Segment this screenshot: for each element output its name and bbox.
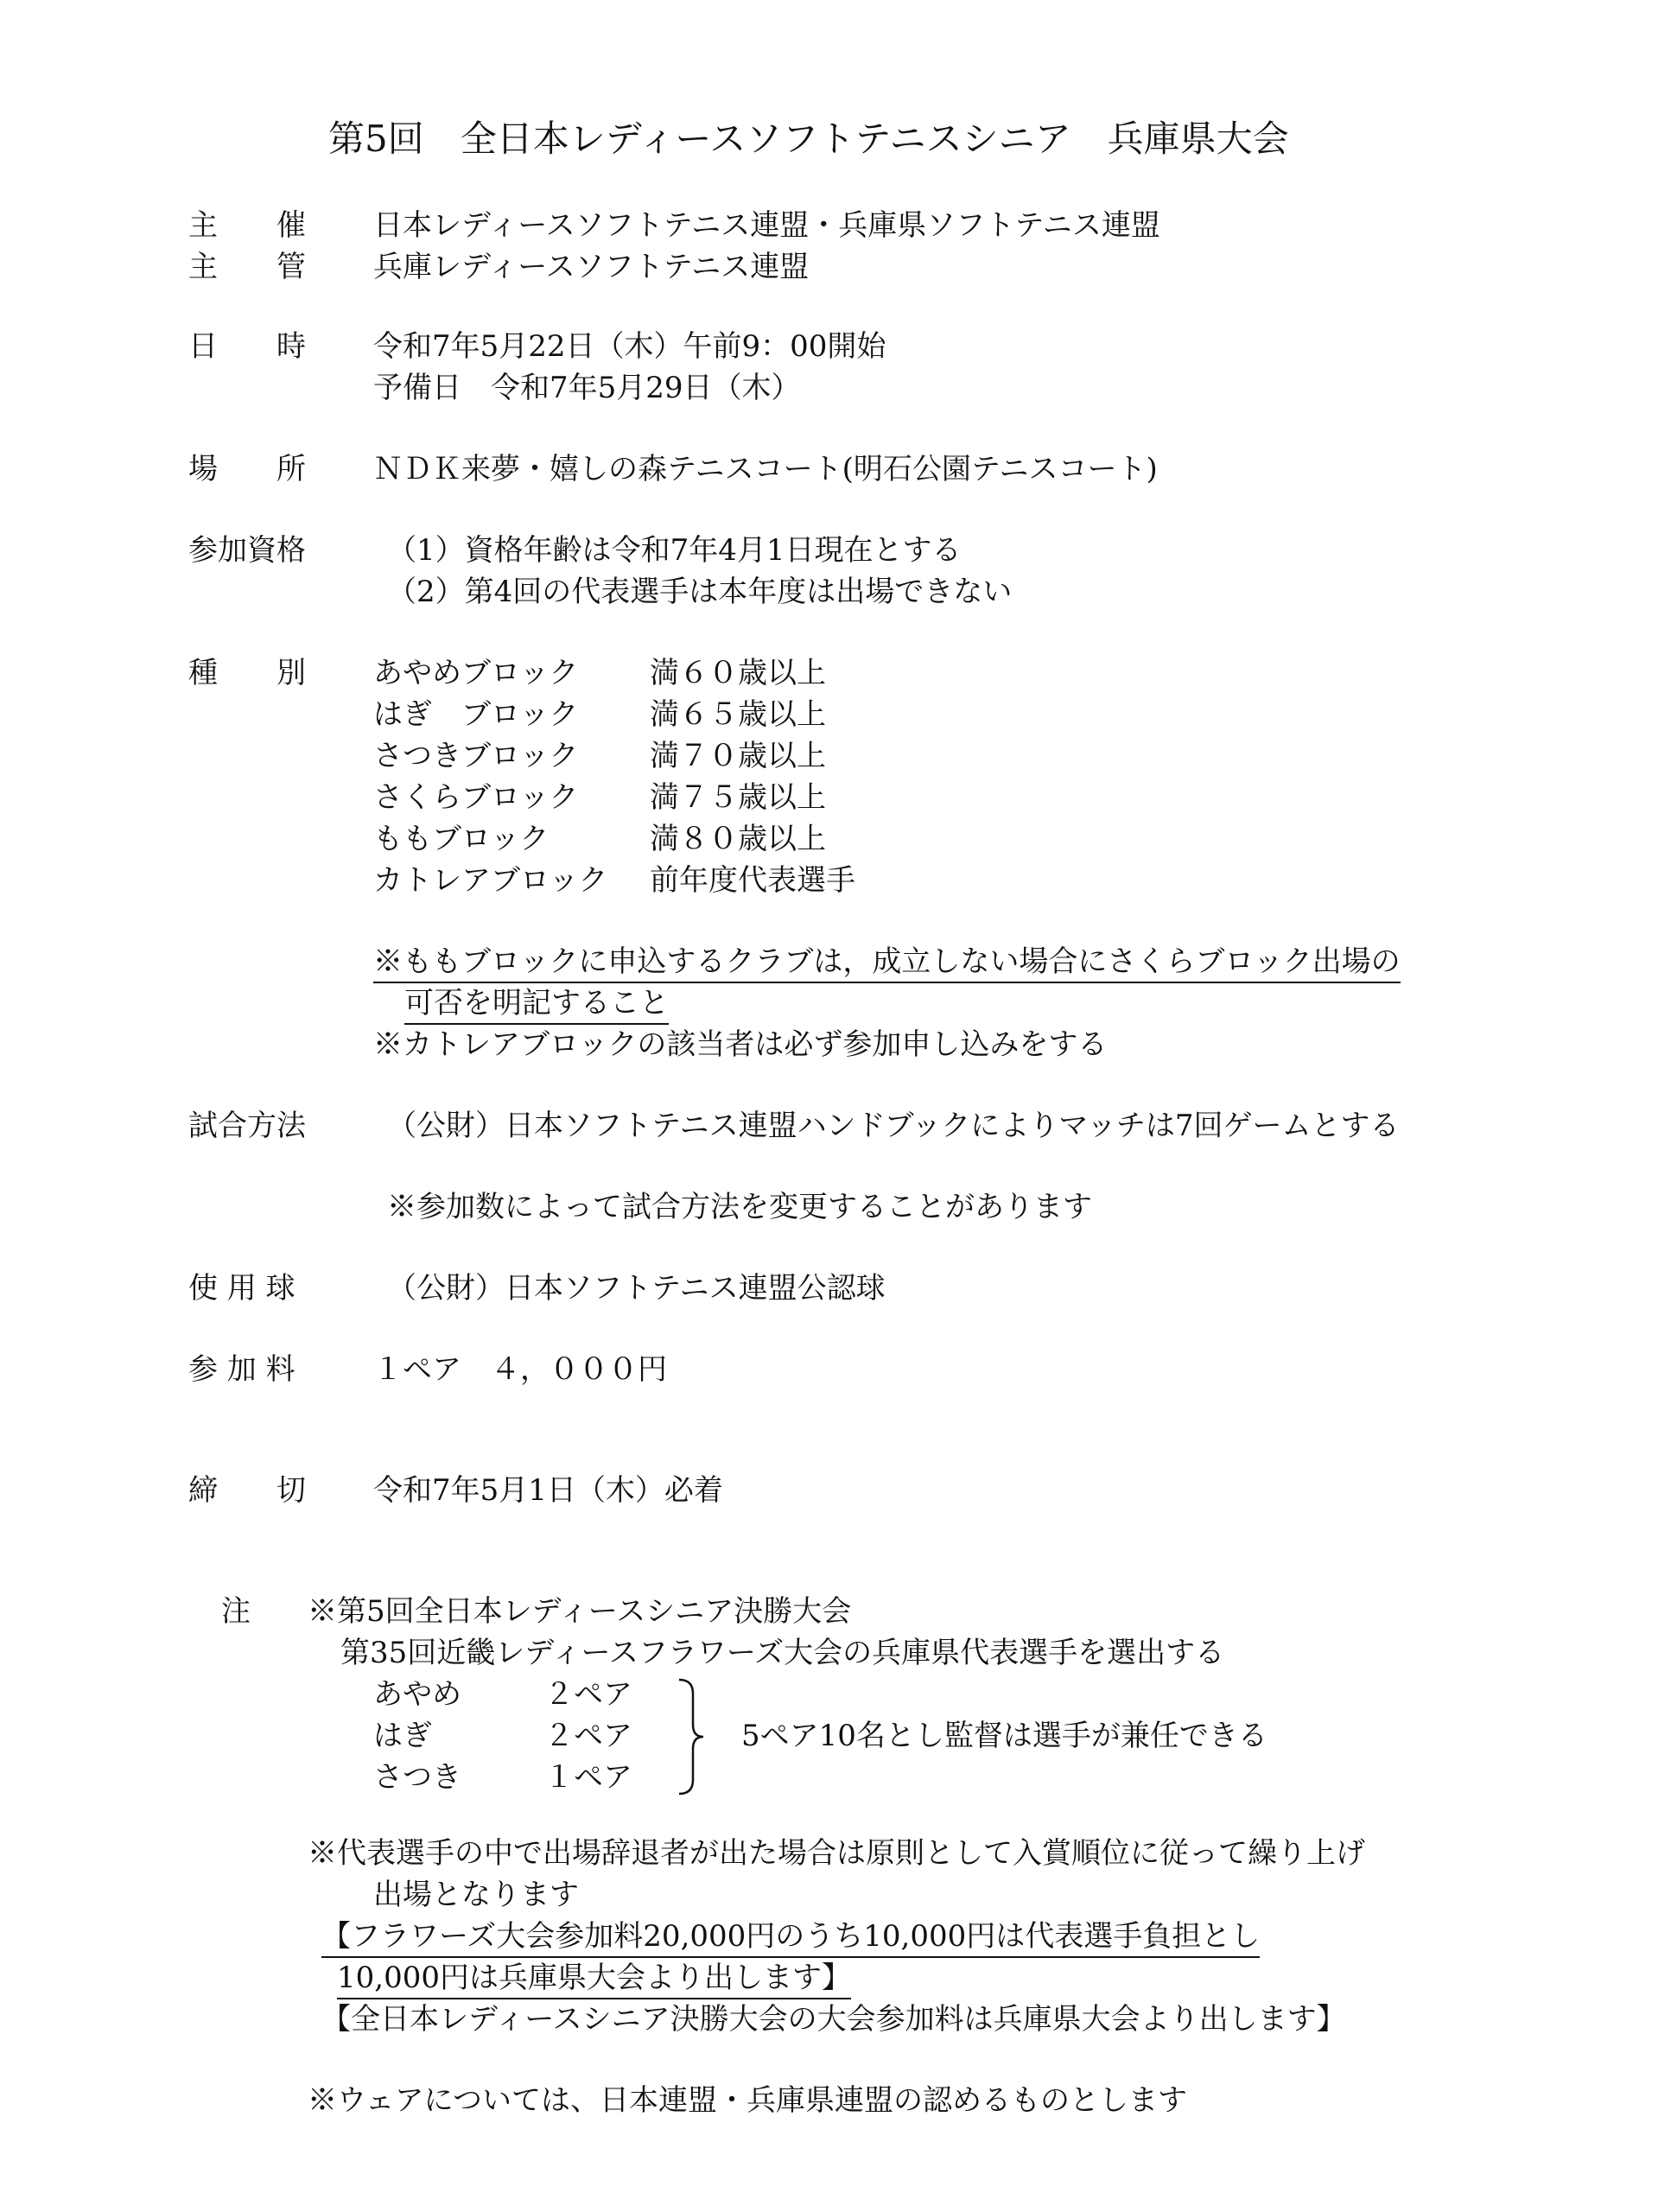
page-title: 第5回 全日本レディースソフトテニスシニア 兵庫県大会 [328, 118, 1289, 160]
manager-label: 主 管 [188, 250, 306, 284]
match-method-note: ※参加数によって試合方法を変更することがあります [387, 1190, 1092, 1224]
cattleya-note: ※カトレアブロックの該当者は必ず参加申し込みをする [373, 1027, 1108, 1062]
match-method-value: （公財）日本ソフトテニス連盟ハンドブックによりマッチは7回ゲームとする [387, 1109, 1400, 1143]
organizer-label: 主 催 [188, 208, 306, 243]
rep-count: １ペア [544, 1760, 632, 1795]
senior-fee-note: 【全日本レディースシニア決勝大会の大会参加料は兵庫県大会より出します】 [321, 2002, 1346, 2037]
withdraw-line2: 出場となります [373, 1878, 579, 1912]
reps-note: 5ペア10名とし監督は選手が兼任できる [741, 1719, 1268, 1753]
category-name: あやめブロック [373, 656, 579, 690]
reserve-date: 予備日 令和7年5月29日（木） [373, 371, 801, 405]
rep-name: あやめ [373, 1677, 461, 1712]
ball-value: （公財）日本ソフトテニス連盟公認球 [387, 1271, 886, 1306]
category-condition: 満７０歳以上 [650, 739, 826, 773]
eligibility-item: （2）第4回の代表選手は本年度は出場できない [387, 575, 1013, 609]
fee-value: １ペア ４，０００円 [373, 1352, 667, 1387]
deadline-value: 令和7年5月1日（木）必着 [373, 1473, 723, 1508]
categories-label: 種 別 [188, 656, 306, 690]
rep-name: はぎ [373, 1719, 432, 1753]
fee-label: 参 加 料 [188, 1352, 295, 1387]
category-condition: 満６５歳以上 [650, 697, 826, 732]
right-brace-icon [674, 1676, 708, 1797]
category-condition: 満６０歳以上 [650, 656, 826, 690]
category-name: はぎ ブロック [373, 697, 579, 732]
category-condition: 満７５歳以上 [650, 780, 826, 815]
deadline-label: 締 切 [188, 1473, 306, 1508]
wear-note: ※ウェアについては、日本連盟・兵庫県連盟の認めるものとします [308, 2083, 1187, 2118]
momo-note-line1: ※ももブロックに申込するクラブは，成立しない場合にさくらブロック出場の [373, 947, 1401, 983]
datetime-label: 日 時 [188, 329, 306, 364]
notes-line1: ※第5回全日本レディースシニア決勝大会 [308, 1594, 852, 1629]
category-condition: 満８０歳以上 [650, 822, 826, 856]
category-condition: 前年度代表選手 [650, 863, 855, 898]
category-name: さくらブロック [373, 780, 579, 815]
rep-count: ２ペア [544, 1677, 632, 1712]
eligibility-label: 参加資格 [188, 533, 306, 568]
organizer-value: 日本レディースソフトテニス連盟・兵庫県ソフトテニス連盟 [373, 208, 1160, 243]
ball-label: 使 用 球 [188, 1271, 295, 1306]
category-name: ももブロック [373, 822, 550, 856]
rep-count: ２ペア [544, 1719, 632, 1753]
momo-note-line2: 可否を明記すること [404, 988, 669, 1025]
eligibility-item: （1）資格年齢は令和7年4月1日現在とする [387, 533, 962, 568]
rep-name: さつき [373, 1760, 461, 1795]
manager-value: 兵庫レディースソフトテニス連盟 [373, 250, 810, 284]
flowers-fee-line2: 10,000円は兵庫県大会より出します】 [337, 1963, 851, 1999]
datetime-value: 令和7年5月22日（木）午前9：00開始 [373, 329, 886, 364]
category-name: カトレアブロック [373, 863, 608, 898]
notes-label: 注 [221, 1594, 251, 1629]
venue-value: ＮＤＫ来夢・嬉しの森テニスコート(明石公園テニスコート) [373, 452, 1158, 486]
venue-label: 場 所 [188, 452, 306, 486]
withdraw-line1: ※代表選手の中で出場辞退者が出た場合は原則として入賞順位に従って繰り上げ [308, 1836, 1365, 1871]
notes-line2: 第35回近畿レディースフラワーズ大会の兵庫県代表選手を選出する [340, 1636, 1225, 1670]
match-method-label: 試合方法 [188, 1109, 306, 1143]
category-name: さつきブロック [373, 739, 579, 773]
flowers-fee-line1: 【フラワーズ大会参加料20,000円のうち10,000円は代表選手負担とし [321, 1922, 1260, 1958]
